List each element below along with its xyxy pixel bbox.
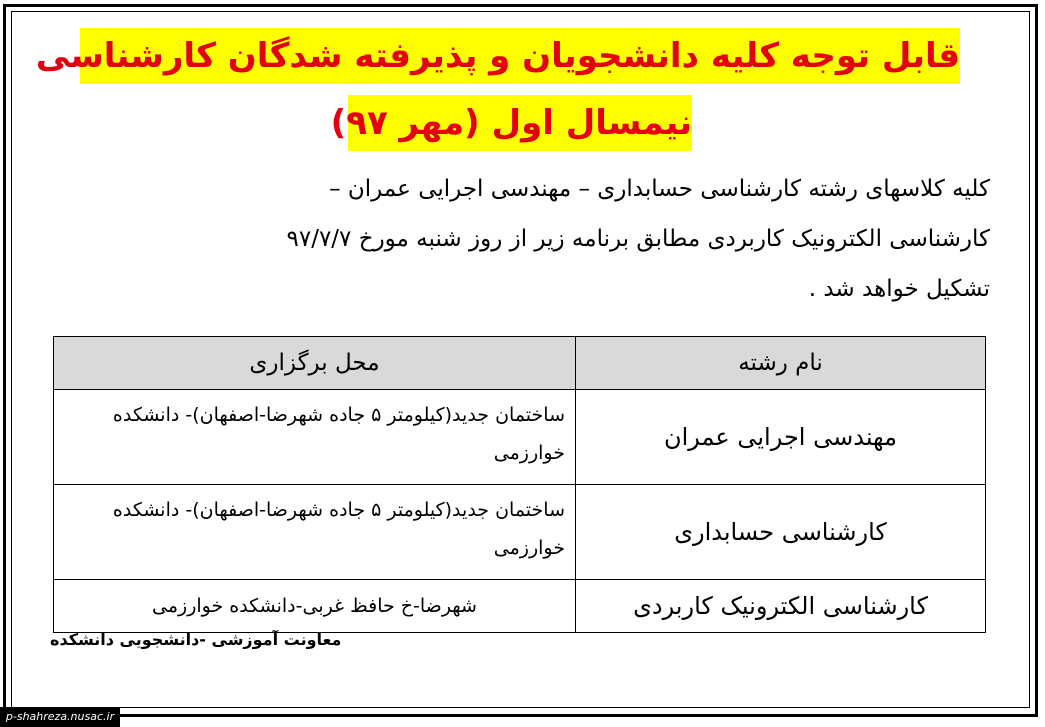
major-cell: کارشناسی الکترونیک کاربردی <box>576 580 986 633</box>
body-text-line: تشکیل خواهد شد . <box>808 276 990 302</box>
location-cell: ساختمان جدید(کیلومتر ۵ جاده شهرضا-اصفهان)- دانشکده خوارزمی <box>54 485 576 580</box>
table-header-row <box>54 337 986 390</box>
footer-signature: معاونت آموزشی -دانشجویی دانشکده <box>50 630 342 649</box>
body-text-line: کلیه کلاسهای رشته کارشناسی حسابداری – مهندسی اجرایی عمران – <box>329 176 990 202</box>
announcement-title: قابل توجه کلیه دانشجویان و پذیرفته شدگان کارشناسی <box>80 28 960 84</box>
schedule-table <box>53 336 986 633</box>
table-row <box>54 390 986 485</box>
watermark: p-shahreza.nusac.ir <box>0 707 120 727</box>
announcement-subtitle: نیمسال اول (مهر ۹۷) <box>348 95 692 151</box>
table-row <box>54 580 986 633</box>
column-header-major: نام رشته <box>576 337 986 390</box>
body-text-line: کارشناسی الکترونیک کاربردی مطابق برنامه زیر از روز شنبه مورخ ۹۷/۷/۷ <box>286 226 990 252</box>
column-header-location: محل برگزاری <box>54 337 576 390</box>
location-cell: شهرضا-خ حافظ غربی-دانشکده خوارزمی <box>54 580 576 633</box>
major-cell: مهندسی اجرایی عمران <box>576 390 986 485</box>
major-cell: کارشناسی حسابداری <box>576 485 986 580</box>
table-row <box>54 485 986 580</box>
location-cell: ساختمان جدید(کیلومتر ۵ جاده شهرضا-اصفهان)- دانشکده خوارزمی <box>54 390 576 485</box>
